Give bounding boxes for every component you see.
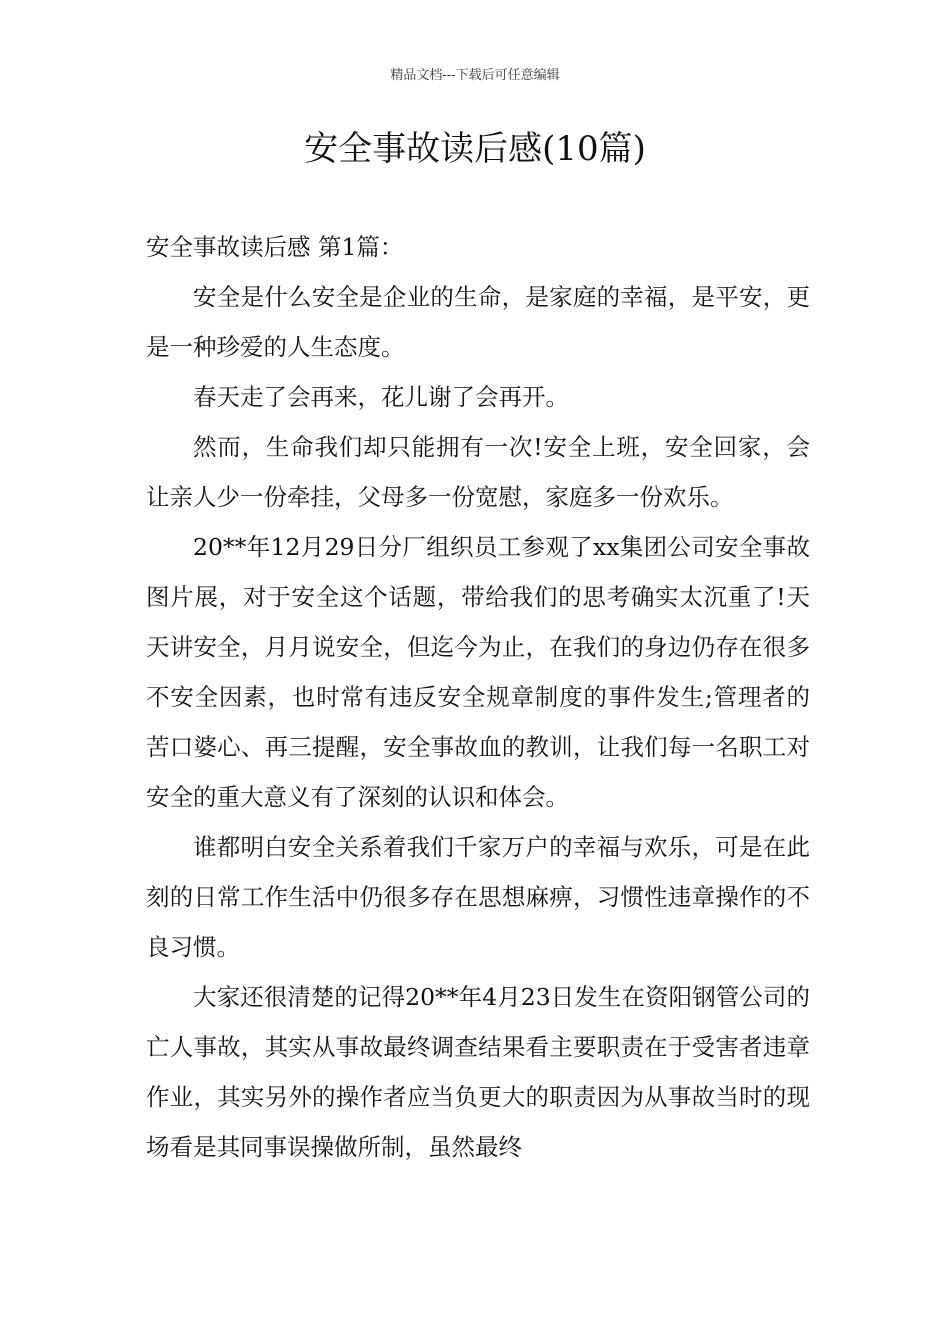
paragraph-4: 20**年12月29日分厂组织员工参观了xx集团公司安全事故图片展，对于安全这个话题，带给我们的思考确实太沉重了!天天讲安全，月月说安全，但迄今为止，在我们的身边仍存在很多不安全因素，也时常有违反安全规章制度的事件发生;管理者的苦口婆心、再三提醒，安全事故血的教训，让我们每一名职工对安全的重大意义有了深刻的认识和体会。: [146, 533, 810, 811]
paragraph-6: 大家还很清楚的记得20**年4月23日发生在资阳钢管公司的亡人事故，其实从事故最终调查结果看主要职责在于受害者违章作业，其实另外的操作者应当负更大的职责因为从事故当时的现场看是其同事误操做所制，虽然最终: [146, 983, 810, 1161]
document-title: 安全事故读后感(10篇): [304, 129, 646, 169]
document-body: [146, 222, 810, 1172]
header-note: 精品文档---下载后可任意编辑: [390, 68, 560, 83]
paragraph-1: 安全是什么安全是企业的生命，是家庭的幸福，是平安，更是一种珍爱的人生态度。: [146, 283, 810, 361]
paragraph-3: 然而，生命我们却只能拥有一次!安全上班，安全回家，会让亲人少一份牵挂，父母多一份宽慰，家庭多一份欢乐。: [146, 433, 810, 511]
paragraph-2: 春天走了会再来，花儿谢了会再开。: [193, 383, 569, 411]
section-heading: 安全事故读后感 第1篇：: [146, 233, 404, 261]
paragraph-5: 谁都明白安全关系着我们千家万户的幸福与欢乐，可是在此刻的日常工作生活中仍很多存在思想麻痹，习惯性违章操作的不良习惯。: [146, 833, 810, 961]
